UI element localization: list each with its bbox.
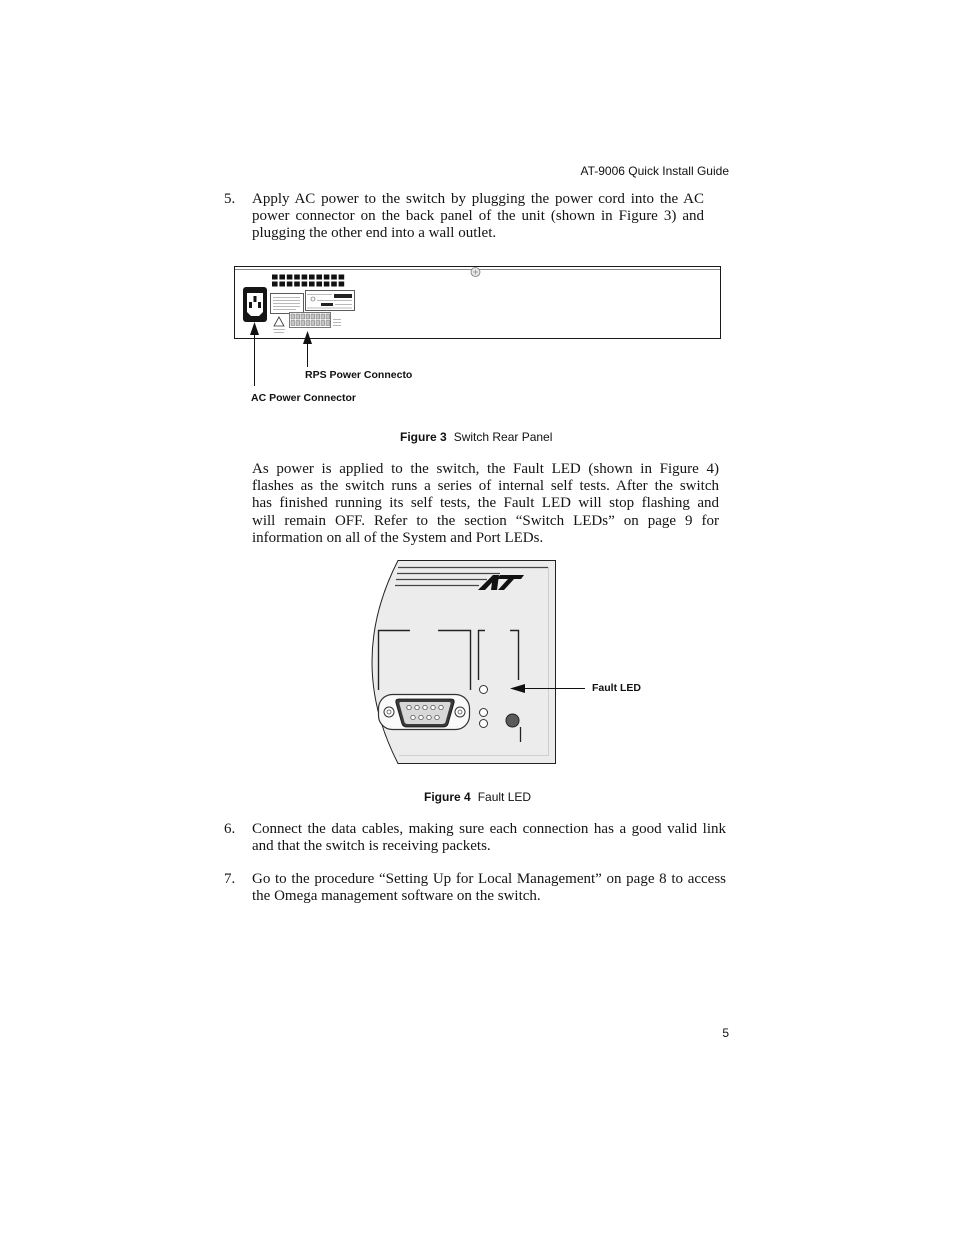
vent-slot bbox=[287, 275, 293, 280]
step-number: 5. bbox=[224, 191, 236, 207]
switch-front-panel-detail bbox=[372, 561, 556, 764]
vent-slot bbox=[339, 282, 345, 287]
figure-caption bbox=[424, 790, 531, 804]
rps-pin bbox=[326, 314, 330, 319]
led-indicator bbox=[480, 720, 488, 728]
vent-slot bbox=[331, 275, 337, 280]
vent-slot bbox=[302, 275, 308, 280]
rps-pin bbox=[321, 314, 325, 319]
figure-title: Fault LED bbox=[477, 790, 532, 804]
vent-slot bbox=[272, 275, 278, 280]
vent-slot bbox=[309, 282, 315, 287]
vent-slot bbox=[324, 275, 330, 280]
rps-pin bbox=[296, 321, 300, 326]
rps-pin bbox=[301, 314, 305, 319]
page-number: 5 bbox=[722, 1026, 729, 1040]
db9-screw bbox=[455, 707, 465, 717]
rps-pin bbox=[321, 321, 325, 326]
text-line: flashes as the switch runs a series of internal self tests. After the switch bbox=[252, 478, 719, 495]
vent-slot bbox=[287, 282, 293, 287]
vent-slot bbox=[331, 282, 337, 287]
vent-slot bbox=[324, 282, 330, 287]
switch-rear-panel bbox=[235, 267, 721, 339]
ac-connector-label: AC Power Connector bbox=[251, 392, 357, 404]
ac-power-connector bbox=[243, 287, 267, 322]
text-line: Apply AC power to the switch by plugging the power cord into the AC bbox=[252, 191, 704, 207]
rps-pin bbox=[291, 314, 295, 319]
text-line: the Omega management software on the switch. bbox=[252, 888, 541, 904]
rps-pin bbox=[301, 321, 305, 326]
step-number: 7. bbox=[224, 871, 236, 887]
body-paragraph bbox=[252, 461, 719, 547]
text-line: information on all of the System and Port LEDs. bbox=[252, 529, 544, 546]
text-line: plugging the other end into a wall outlet. bbox=[252, 225, 497, 241]
rps-power-connector bbox=[290, 313, 331, 328]
rps-pin bbox=[296, 314, 300, 319]
serial-port-db9 bbox=[379, 695, 470, 730]
text-line: power connector on the back panel of the unit (shown in Figure 3) and bbox=[252, 208, 704, 224]
text-line: Connect the data cables, making sure each connection has a good valid link bbox=[252, 821, 726, 837]
step-text bbox=[252, 821, 726, 855]
step-number: 6. bbox=[224, 821, 236, 837]
vent-slot bbox=[309, 275, 315, 280]
figure-title: Switch Rear Panel bbox=[453, 430, 553, 444]
rps-pin bbox=[306, 321, 310, 326]
vent-slot bbox=[316, 282, 322, 287]
vent-slot bbox=[316, 275, 322, 280]
vent-slot bbox=[279, 282, 285, 287]
rps-pin bbox=[306, 314, 310, 319]
text-line: has finished running its self tests, the Fault LED will stop flashing and bbox=[252, 495, 719, 512]
ac-pin bbox=[258, 302, 261, 308]
fault-led-label: Fault LED bbox=[592, 682, 641, 694]
front-panel-outline bbox=[372, 561, 556, 764]
figure-number: Figure 3 bbox=[400, 430, 447, 444]
screw-icon bbox=[471, 268, 480, 277]
vent-slot bbox=[279, 275, 285, 280]
figure-number: Figure 4 bbox=[424, 790, 471, 804]
running-title: AT-9006 Quick Install Guide bbox=[580, 164, 729, 178]
db9-screw bbox=[384, 707, 394, 717]
rps-pin bbox=[316, 321, 320, 326]
step-text bbox=[252, 191, 704, 242]
vent-slot bbox=[339, 275, 345, 280]
rps-pin bbox=[326, 321, 330, 326]
rps-pin bbox=[291, 321, 295, 326]
vent-slot bbox=[272, 282, 278, 287]
text-line: will remain OFF. Refer to the section “Switch LEDs” on page 9 for bbox=[252, 512, 719, 529]
rps-pin bbox=[316, 314, 320, 319]
text-line: and that the switch is receiving packets. bbox=[252, 838, 491, 854]
rps-pin bbox=[311, 321, 315, 326]
rps-connector-label: RPS Power Connecto bbox=[305, 369, 413, 381]
led-indicator bbox=[480, 709, 488, 717]
figure-caption bbox=[400, 430, 552, 444]
ac-pin bbox=[249, 302, 252, 308]
vent-slot bbox=[294, 275, 300, 280]
text-line: Go to the procedure “Setting Up for Local Management” on page 8 to access bbox=[252, 871, 726, 887]
vent-slot bbox=[302, 282, 308, 287]
ac-pin bbox=[254, 296, 257, 302]
step-text bbox=[252, 871, 726, 905]
reset-button-icon bbox=[506, 714, 519, 727]
text-line: As power is applied to the switch, the Fault LED (shown in Figure 4) bbox=[252, 461, 719, 477]
ac-connector-pointer bbox=[250, 322, 259, 386]
rps-pin bbox=[311, 314, 315, 319]
fault-led-indicator bbox=[480, 686, 488, 694]
vent-slot bbox=[294, 282, 300, 287]
